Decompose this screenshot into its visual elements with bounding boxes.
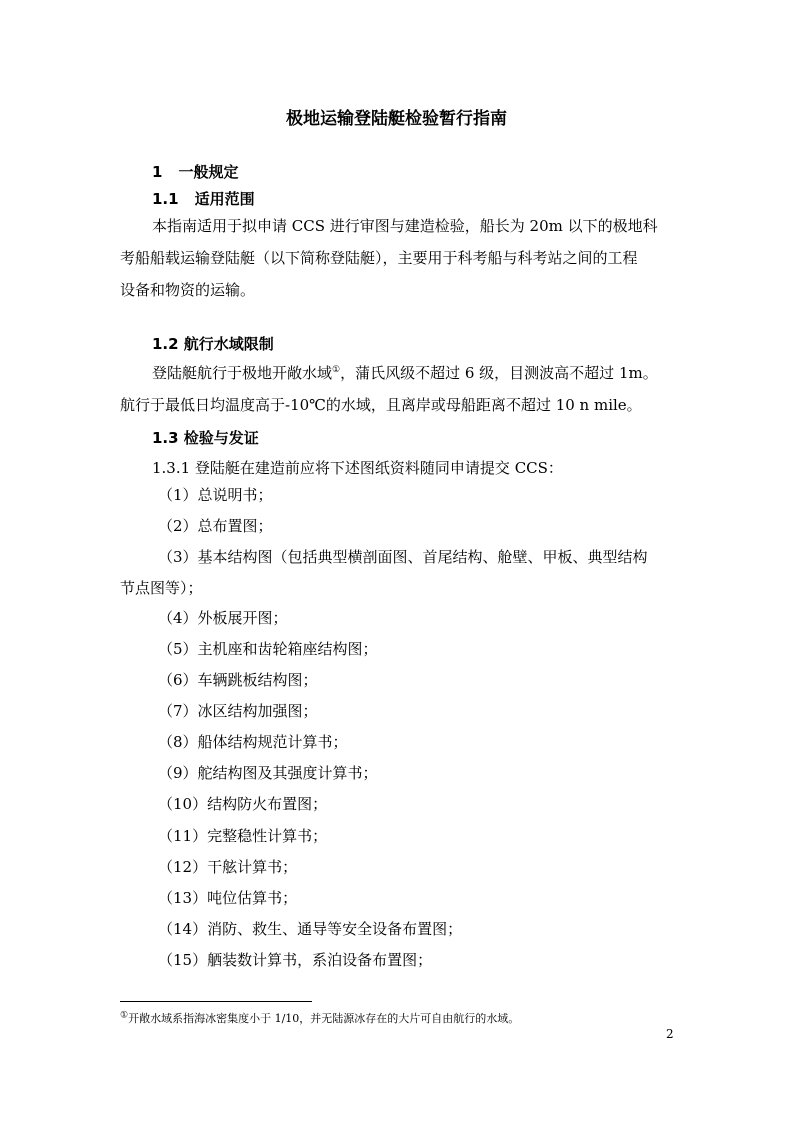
section-1-3-heading: 1.3 检验与发证 [152, 429, 259, 447]
list-item: （1）总说明书； [158, 486, 273, 504]
list-item: （10）结构防火布置图； [158, 795, 328, 813]
list-item: （11）完整稳性计算书； [158, 827, 328, 845]
section-title: 适用范围 [194, 190, 255, 208]
paragraph-line: 航行于最低日均温度高于-10℃的水域，且离岸或母船距离不超过 10 n mile。 [120, 396, 642, 414]
footnote-reference[interactable]: ① [332, 365, 341, 375]
paragraph-line: 考船船载运输登陆艇（以下简称登陆艇），主要用于科考船与科考站之间的工程 [120, 249, 638, 267]
text-segment: 登陆艇航行于极地开敞水域 [152, 364, 333, 382]
footnote-separator [120, 1001, 312, 1002]
text-segment: ，蒲氏风级不超过 6 级，目测波高不超过 1m。 [340, 364, 658, 382]
list-item: （6）车辆跳板结构图； [158, 671, 318, 689]
document-title: 极地运输登陆艇检验暂行指南 [286, 109, 507, 129]
footnote-text: 开敞水域系指海冰密集度小于 1/10，并无陆源冰存在的大片可自由航行的水域。 [128, 1012, 520, 1025]
list-item: （12）干舷计算书； [158, 858, 298, 876]
footnote [120, 1010, 519, 1026]
list-item-continuation: 节点图等）； [120, 579, 203, 597]
section-number: 1.1 [152, 190, 179, 208]
paragraph-line [152, 362, 658, 383]
paragraph-line: 1.3.1 登陆艇在建造前应将下述图纸资料随同申请提交 CCS： [152, 459, 563, 477]
list-item: （15）舾装数计算书，系泊设备布置图； [158, 951, 433, 969]
list-item: （7）冰区结构加强图； [158, 702, 318, 720]
list-item: （14）消防、救生、通导等安全设备布置图； [158, 920, 463, 938]
page-number: 2 [666, 1027, 674, 1041]
paragraph-line: 设备和物资的运输。 [120, 281, 256, 299]
footnote-mark: ① [120, 1010, 129, 1021]
section-1-2-heading: 1.2 航行水域限制 [152, 335, 274, 353]
section-number: 1 [152, 163, 163, 181]
section-title: 一般规定 [178, 163, 239, 181]
list-item: （5）主机座和齿轮箱座结构图； [158, 640, 378, 658]
list-item: （8）船体结构规范计算书； [158, 733, 348, 751]
list-item: （13）吨位估算书； [158, 889, 298, 907]
list-item: （9）舵结构图及其强度计算书； [158, 764, 378, 782]
section-1-heading [152, 161, 238, 182]
list-item: （3）基本结构图（包括典型横剖面图、首尾结构、舱壁、甲板、典型结构 [158, 548, 648, 566]
list-item: （2）总布置图； [158, 517, 273, 535]
paragraph-line: 本指南适用于拟申请 CCS 进行审图与建造检验，船长为 20m 以下的极地科 [152, 217, 658, 235]
list-item: （4）外板展开图； [158, 609, 288, 627]
section-1-1-heading [152, 188, 255, 209]
